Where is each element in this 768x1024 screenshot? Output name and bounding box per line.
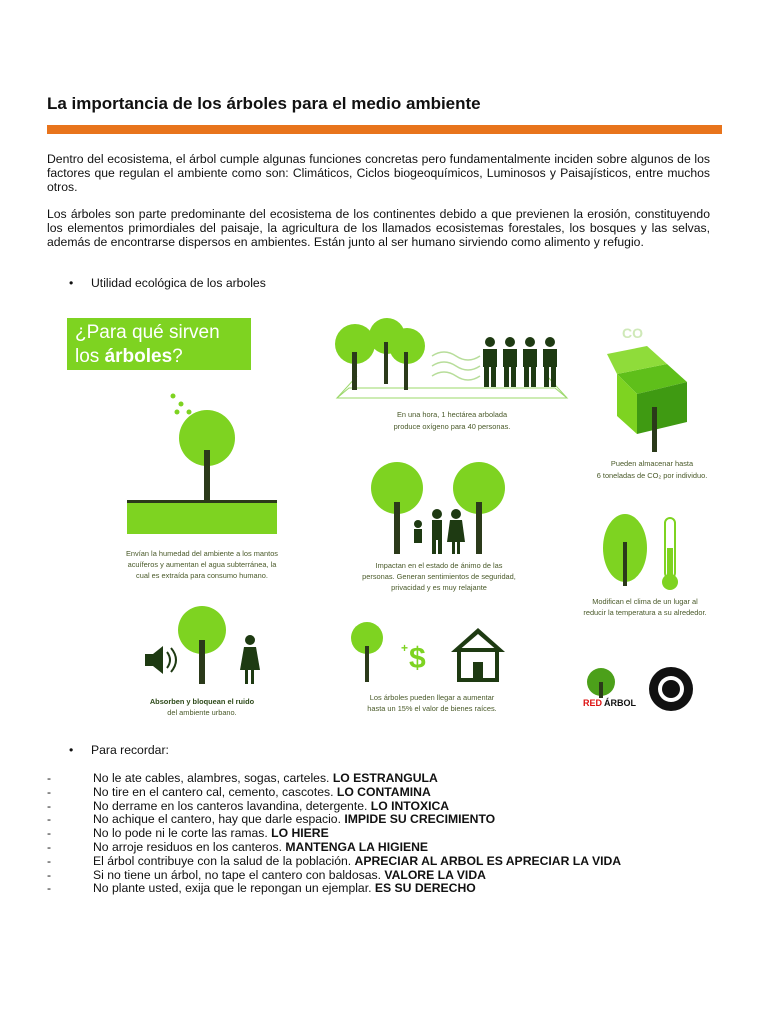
list-dash: - [47,784,52,799]
reminder-emphasis: LO CONTAMINA [336,784,431,799]
reminder-emphasis: LO HIERE [271,826,329,841]
caption-noise-1: Absorben y bloquean el ruido [149,697,255,706]
page-title: La importancia de los árboles para el medio ambiente [47,94,481,113]
caption-oxygen-2: produce oxígeno para 40 personas. [393,422,511,431]
list-dash: - [47,826,52,841]
bullet-text: Utilidad ecológica de los arboles [91,276,266,290]
caption-water-1: Envían la humedad del ambiente a los mantos [125,549,279,558]
oxygen-illustration [335,318,567,398]
bullet-dot: • [69,276,74,290]
caption-water-2: acuíferos y aumentan el agua subterránea, la [127,560,277,569]
infographic-header-line2: los árboles? [75,346,183,367]
caption-co2-1: Pueden almacenar hasta [610,459,694,468]
caption-climate-2: reducir la temperatura a su alrededor. [583,608,707,617]
co2-cloud-label: CO [622,325,643,341]
caption-oxygen-1: En una hora, 1 hectárea arbolada [396,410,508,419]
reminder-emphasis: ES SU DERECHO [374,881,476,896]
speaker-icon [145,646,163,674]
caption-value-2: hasta un 15% el valor de bienes raíces. [367,704,497,713]
red-arbol-logo [583,668,636,708]
caption-mood-1: Impactan en el estado de ánimo de las [375,561,503,570]
people-icon [483,337,557,387]
bullet-ecological-utility [69,276,266,290]
reminder-text: No tire en el cantero cal, cemento, cascotes. [93,784,337,799]
property-value-illustration [351,622,505,682]
reminder-item [47,800,621,814]
reminder-item [47,841,621,855]
rain-drops-icon [171,394,192,415]
reminder-text: No le ate cables, alambres, sogas, carteles. [93,771,333,785]
svg-text:ÁRBOL: ÁRBOL [604,698,636,708]
list-dash: - [47,812,52,827]
sun-seal-logo [649,667,693,711]
wind-icon [432,352,480,380]
list-dash: - [47,881,52,896]
co2-box-illustration [607,325,687,452]
reminder-emphasis: APRECIAR AL ARBOL ES APRECIAR LA VIDA [354,853,622,868]
reminder-item [47,869,621,883]
caption-water-3: cual es extraída para consumo humano. [136,571,268,580]
reminder-text: Si no tiene un árbol, no tape el cantero con baldosas. [93,867,385,882]
svg-text:RED: RED [583,698,603,708]
family-icon [414,509,465,554]
list-dash: - [47,867,52,882]
house-icon [451,628,505,680]
list-dash: - [47,771,52,785]
reminder-item [47,786,621,800]
woman-icon [240,635,260,684]
reminder-emphasis: VALORE LA VIDA [384,867,486,882]
paragraph-ecosystem: Los árboles son parte predominante del ecosistema de los continentes debido a que previenen la erosión, constituyendo los elementos primordiales del paisaje, la agricultura de los llamados ecosistemas forestales, los bosques y las selvas, además de encontrarse dispersos en ambientes. Están junto al ser humano sirviendo como alimento y refugio. [47,207,710,249]
reminder-text: No plante usted, exija que le repongan un ejemplar. [93,881,375,896]
reminder-emphasis: IMPIDE SU CRECIMIENTO [344,812,496,827]
reminder-text: No arroje residuos en los canteros. [93,839,286,854]
caption-climate-1: Modifican el clima de un lugar al [592,597,698,606]
reminder-emphasis: LO ESTRANGULA [332,771,438,785]
noise-illustration [145,606,260,684]
climate-illustration [603,514,678,590]
bullet-dot: • [69,743,74,757]
list-dash: - [47,839,52,854]
water-tree-illustration [127,394,277,535]
tree-icon [335,324,375,390]
reminder-text: No achique el cantero, hay que darle espacio. [93,812,345,827]
caption-noise-2: del ambiente urbano. [167,708,237,717]
plus-icon: + [401,641,409,655]
caption-co2-2: 6 toneladas de CO₂ por individuo. [596,471,707,480]
list-dash: - [47,798,52,813]
reminder-item [47,855,621,869]
bullet-text: Para recordar: [91,743,169,757]
mood-illustration [371,462,505,554]
reminders-list [47,772,621,896]
caption-mood-3: privacidad y es muy relajante [391,583,487,592]
caption-value-1: Los árboles pueden llegar a aumentar [369,693,495,702]
infographic-header-line1: ¿Para qué sirven [75,322,220,343]
title-divider [47,125,722,134]
reminder-text: No lo pode ni le corte las ramas. [93,826,272,841]
reminder-item [47,772,621,786]
reminder-item [47,813,621,827]
bullet-remember [69,743,169,757]
reminder-emphasis: MANTENGA LA HIGIENE [285,839,429,854]
reminder-text: El árbol contribuye con la salud de la población. [93,853,355,868]
reminder-text: No derrame en los canteros lavandina, detergente. [93,798,371,813]
dollar-icon: $ [409,642,426,675]
reminder-emphasis: LO INTOXICA [370,798,450,813]
list-dash: - [47,853,52,868]
reminder-item [47,882,621,896]
paragraph-intro: Dentro del ecosistema, el árbol cumple algunas funciones concretas pero fundamentalmente inciden sobre algunos de los factores que regulan el ambiente como son: Climáticos, Ciclos biogeoquímicos, Luminosos y Paisajísticos, entre muchos otros. [47,152,710,194]
caption-mood-2: personas. Generan sentimientos de seguridad, [362,572,516,581]
tree-icon [389,328,425,390]
infographic-tree-uses [67,312,707,722]
reminder-item [47,827,621,841]
